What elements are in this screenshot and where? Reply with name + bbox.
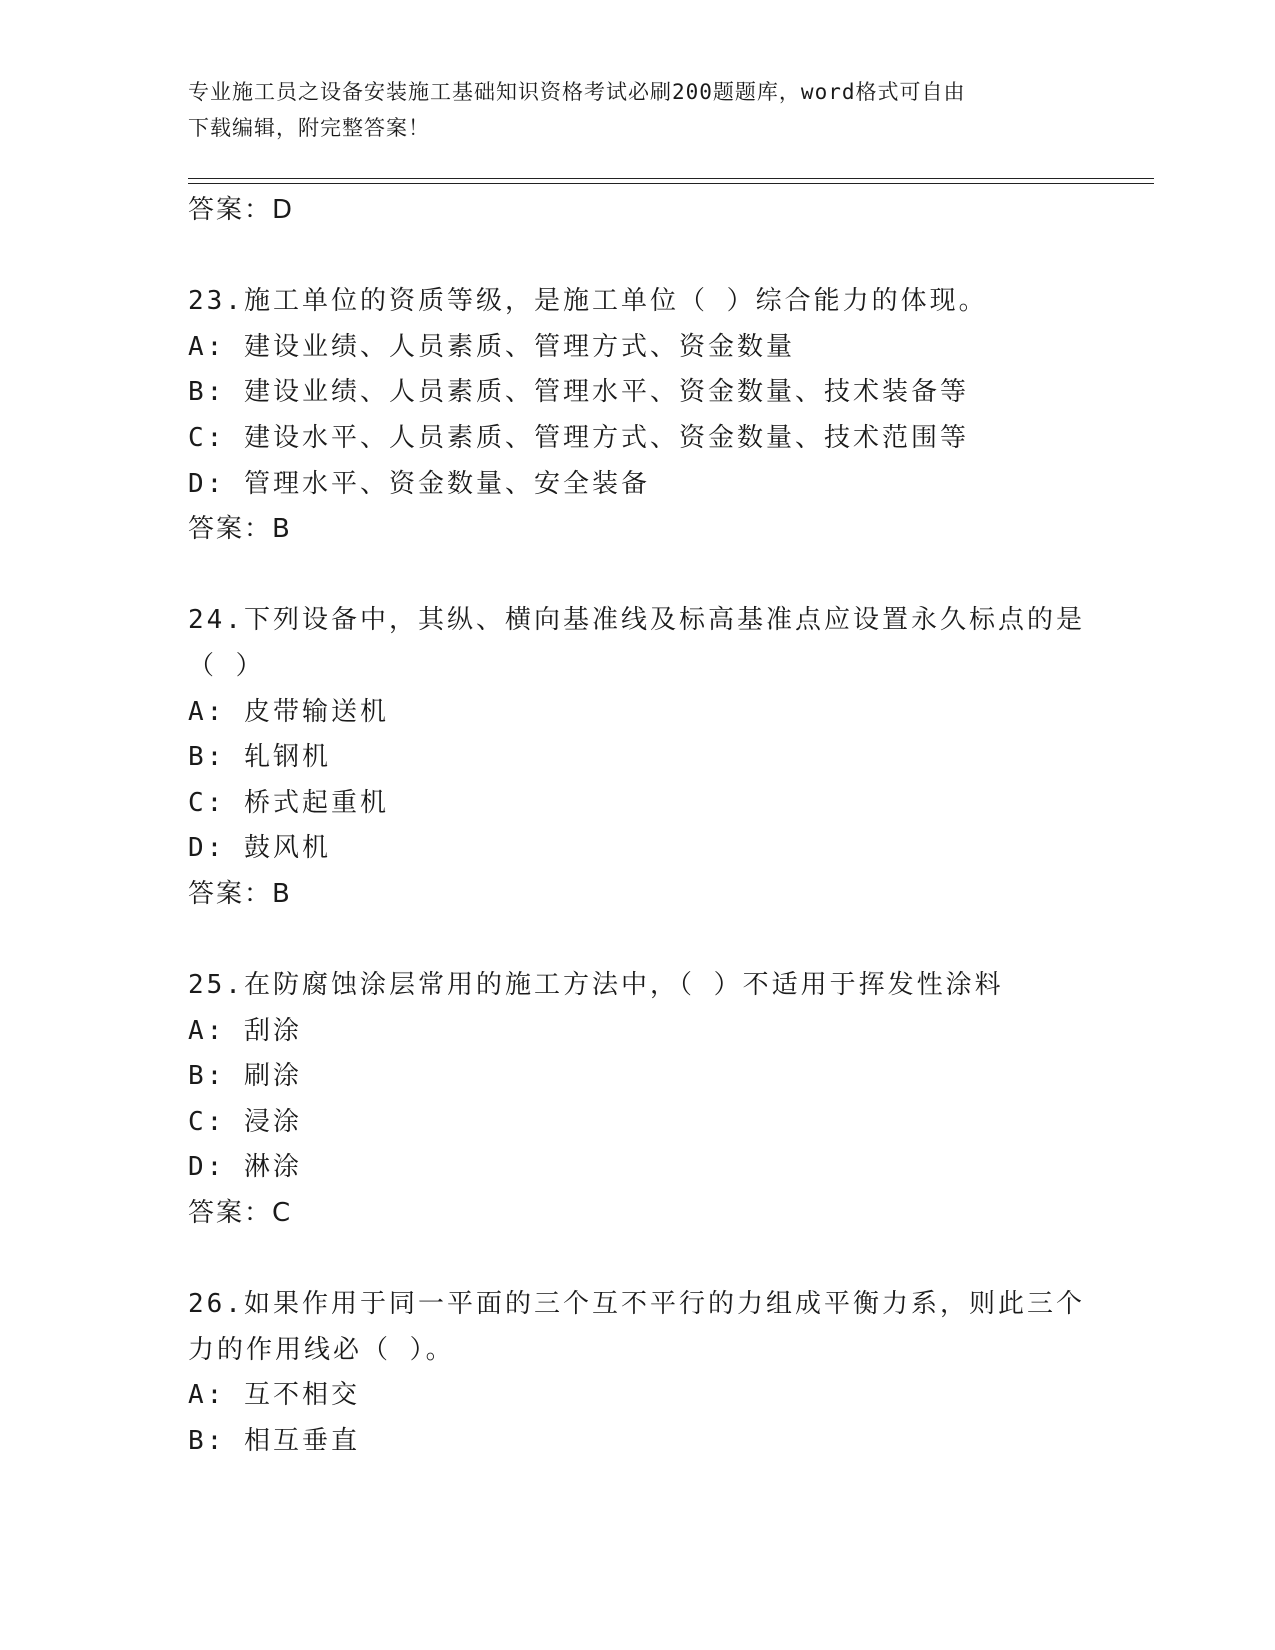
header-rule-top — [188, 178, 1154, 179]
option-b: B: 轧钢机 — [188, 742, 331, 773]
option-b: B: 刷涂 — [188, 1061, 302, 1092]
question-block — [188, 1282, 1088, 1464]
option-b: B: 建设业绩、人员素质、管理水平、资金数量、技术装备等 — [188, 377, 969, 408]
spacer — [188, 553, 1088, 599]
spacer — [188, 918, 1088, 964]
question-stem: 23.施工单位的资质等级，是施工单位（ ）综合能力的体现。 — [188, 286, 988, 317]
document-header — [188, 74, 1068, 146]
option-a: A: 互不相交 — [188, 1380, 360, 1411]
question-stem: 25.在防腐蚀涂层常用的施工方法中，（ ）不适用于挥发性涂料 — [188, 970, 1004, 1001]
option-c: C: 建设水平、人员素质、管理方式、资金数量、技术范围等 — [188, 422, 969, 453]
document-body — [188, 188, 1088, 1465]
answer-line: 答案：B — [188, 514, 292, 545]
option-d: D: 鼓风机 — [188, 833, 331, 864]
option-a: A: 建设业绩、人员素质、管理方式、资金数量 — [188, 331, 795, 362]
option-c: C: 浸涂 — [188, 1106, 302, 1137]
header-line-1: 专业施工员之设备安装施工基础知识资格考试必刷200题题库，word格式可自由 — [188, 80, 966, 104]
question-stem: 26.如果作用于同一平面的三个互不平行的力组成平衡力系，则此三个 — [188, 1289, 1085, 1320]
option-d: D: 管理水平、资金数量、安全装备 — [188, 468, 650, 499]
question-block — [188, 963, 1088, 1237]
option-b: B: 相互垂直 — [188, 1426, 360, 1457]
option-c: C: 桥式起重机 — [188, 787, 389, 818]
question-block — [188, 279, 1088, 553]
question-stem-continued: 力的作用线必（ ）。 — [188, 1334, 455, 1365]
question-stem: 24.下列设备中，其纵、横向基准线及标高基准点应设置永久标点的是 — [188, 605, 1085, 636]
answer-line: 答案：D — [188, 195, 295, 225]
option-a: A: 皮带输送机 — [188, 696, 389, 727]
question-block — [188, 598, 1088, 917]
answer-line: 答案：B — [188, 878, 292, 909]
header-line-2: 下载编辑，附完整答案！ — [188, 116, 430, 140]
spacer — [188, 234, 1088, 280]
option-d: D: 淋涂 — [188, 1152, 302, 1183]
answer-line: 答案：C — [188, 1198, 293, 1229]
question-stem-continued: （ ） — [188, 650, 265, 681]
option-a: A: 刮涂 — [188, 1015, 302, 1046]
header-rule-bottom — [188, 183, 1154, 184]
spacer — [188, 1237, 1088, 1283]
